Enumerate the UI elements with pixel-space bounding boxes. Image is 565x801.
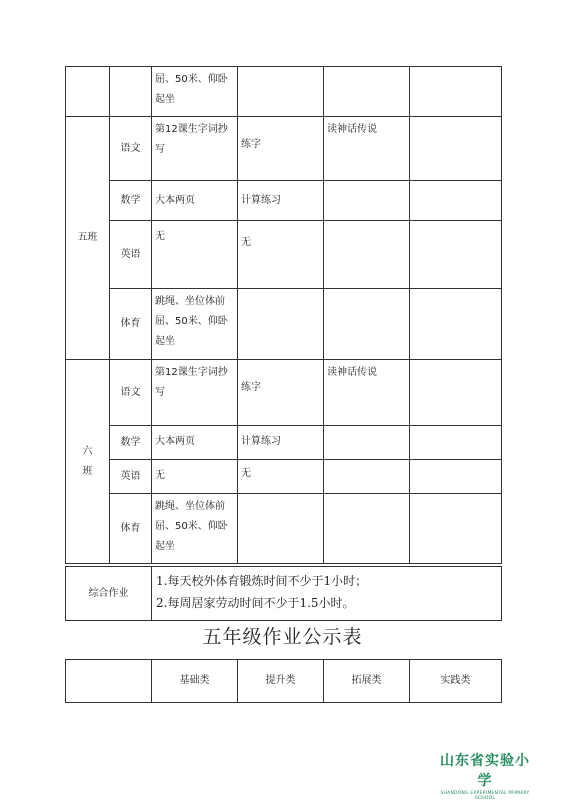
extend-cell (324, 426, 410, 460)
table-header-row (66, 660, 502, 703)
combined-item-1: 1.每天校外体育锻炼时间不少于1小时； (156, 574, 368, 588)
combined-item-2: 2.每周居家劳动时间不少于1.5小时。 (156, 596, 355, 610)
basic-cell: 第12课生字词抄写 (152, 360, 238, 426)
improve-cell (238, 289, 324, 360)
extend-cell (324, 460, 410, 494)
practice-cell (410, 494, 502, 564)
header-basic: 基础类 (152, 660, 238, 703)
combined-label: 综合作业 (66, 567, 152, 621)
extend-cell (324, 494, 410, 564)
practice-cell (410, 221, 502, 289)
improve-cell: 无 (238, 221, 324, 289)
practice-cell (410, 181, 502, 221)
improve-cell (238, 494, 324, 564)
school-logo-en: SHANDONG EXPERIMENTAL PRIMARY SCHOOL (440, 791, 530, 801)
class-name-line1: 六 (82, 445, 93, 457)
table-row (66, 567, 502, 621)
extend-cell (324, 221, 410, 289)
practice-cell (410, 117, 502, 181)
basic-cell: 大本两页 (152, 181, 238, 221)
practice-cell (410, 426, 502, 460)
school-logo (435, 750, 535, 801)
extend-cell (324, 289, 410, 360)
basic-cell: 大本两页 (152, 426, 238, 460)
extend-cell: 读神话传说 (324, 117, 410, 181)
class-cell (66, 67, 110, 117)
improve-cell: 计算练习 (238, 181, 324, 221)
combined-items (152, 567, 502, 621)
extend-cell (324, 181, 410, 221)
basic-cell: 跳绳、坐位体前屈、50米、仰卧起坐 (152, 494, 238, 564)
subject-cell: 英语 (110, 221, 152, 289)
improve-cell (238, 67, 324, 117)
improve-cell: 练字 (238, 360, 324, 426)
practice-cell (410, 460, 502, 494)
class-name-cell (66, 360, 110, 564)
page-title: 五年级作业公示表 (202, 626, 363, 648)
basic-cell: 第12课生字词抄写 (152, 117, 238, 181)
extend-cell (324, 67, 410, 117)
table-row (66, 426, 502, 460)
table-row (66, 181, 502, 221)
practice-cell (410, 67, 502, 117)
subject-cell: 数学 (110, 181, 152, 221)
header-practice: 实践类 (410, 660, 502, 703)
school-logo-cn: 山东省实验小学 (440, 753, 530, 789)
improve-cell: 无 (238, 460, 324, 494)
table-row (66, 360, 502, 426)
extend-cell: 读神话传说 (324, 360, 410, 426)
table-row (66, 460, 502, 494)
improve-cell: 练字 (238, 117, 324, 181)
homework-table-grade5 (65, 66, 502, 564)
table-row (66, 221, 502, 289)
practice-cell (410, 360, 502, 426)
table-row (66, 289, 502, 360)
basic-cell: 屈、50米、仰卧起坐 (152, 67, 238, 117)
subject-cell: 语文 (110, 360, 152, 426)
subject-cell: 语文 (110, 117, 152, 181)
subject-cell: 英语 (110, 460, 152, 494)
basic-cell: 跳绳、坐位体前屈、50米、仰卧起坐 (152, 289, 238, 360)
class-name-line2: 班 (82, 465, 93, 477)
basic-cell: 无 (152, 460, 238, 494)
table-row (66, 494, 502, 564)
subject-cell: 体育 (110, 494, 152, 564)
practice-cell (410, 289, 502, 360)
header-improve: 提升类 (238, 660, 324, 703)
header-extend: 拓展类 (324, 660, 410, 703)
subject-cell: 数学 (110, 426, 152, 460)
basic-cell: 无 (152, 221, 238, 289)
subject-cell: 体育 (110, 289, 152, 360)
table-row (66, 67, 502, 117)
table-row (66, 117, 502, 181)
combined-homework-table (65, 566, 502, 621)
header-blank (66, 660, 152, 703)
subject-cell (110, 67, 152, 117)
class-name-cell: 五班 (66, 117, 110, 360)
header-table (65, 659, 502, 703)
improve-cell: 计算练习 (238, 426, 324, 460)
